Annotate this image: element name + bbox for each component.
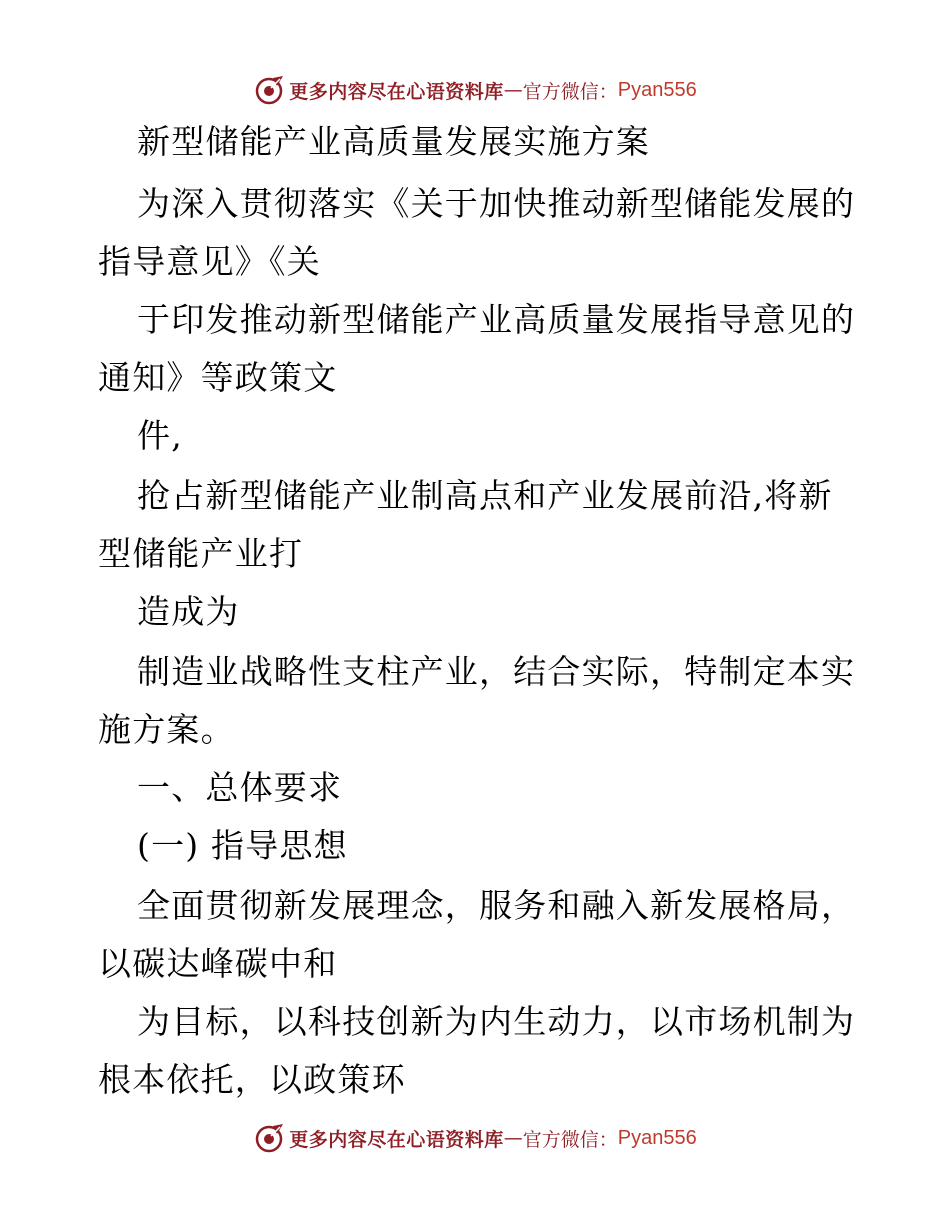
document-title: 新型储能产业高质量发展实施方案 (137, 122, 650, 161)
paragraph-line: 指导意见》《关 (98, 242, 321, 281)
paragraph-line: 型储能产业打 (98, 534, 304, 573)
paragraph-line: 以碳达峰碳中和 (98, 944, 338, 983)
banner-wechat-label: 官方微信： (522, 80, 618, 103)
banner-separator: — (503, 79, 523, 101)
paragraph-line: 通知》等政策文 (98, 358, 338, 397)
subsection-heading: (一) 指导思想 (137, 826, 348, 865)
footer-watermark-banner (0, 1118, 950, 1158)
paragraph-line: 全面贯彻新发展理念，服务和融入新发展格局， (137, 886, 856, 925)
paragraph-line: 制造业战略性支柱产业，结合实际，特制定本实 (137, 652, 856, 691)
quill-logo-icon (253, 74, 285, 106)
quill-logo-icon (253, 1122, 285, 1154)
paragraph-line: 件, (137, 416, 183, 455)
banner-wechat-id: Pyan556 (617, 78, 697, 101)
header-watermark-banner (0, 70, 950, 110)
section-heading: 一、总体要求 (137, 768, 343, 807)
banner-wechat-label: 官方微信： (522, 1128, 618, 1151)
paragraph-line: 抢占新型储能产业制高点和产业发展前沿,将新 (137, 476, 833, 515)
banner-text: 更多内容尽在心语资料库 (289, 1128, 504, 1151)
paragraph-line: 根本依托，以政策环 (98, 1060, 406, 1099)
banner-separator: — (503, 1127, 523, 1149)
banner-wechat-id: Pyan556 (617, 1126, 697, 1149)
paragraph-line: 造成为 (137, 592, 240, 631)
banner-text: 更多内容尽在心语资料库 (289, 80, 504, 103)
paragraph-line: 于印发推动新型储能产业高质量发展指导意见的 (137, 300, 856, 339)
paragraph-line: 为目标，以科技创新为内生动力，以市场机制为 (137, 1002, 856, 1041)
paragraph-line: 施方案。 (98, 710, 235, 749)
paragraph-line: 为深入贯彻落实《关于加快推动新型储能发展的 (137, 184, 856, 223)
